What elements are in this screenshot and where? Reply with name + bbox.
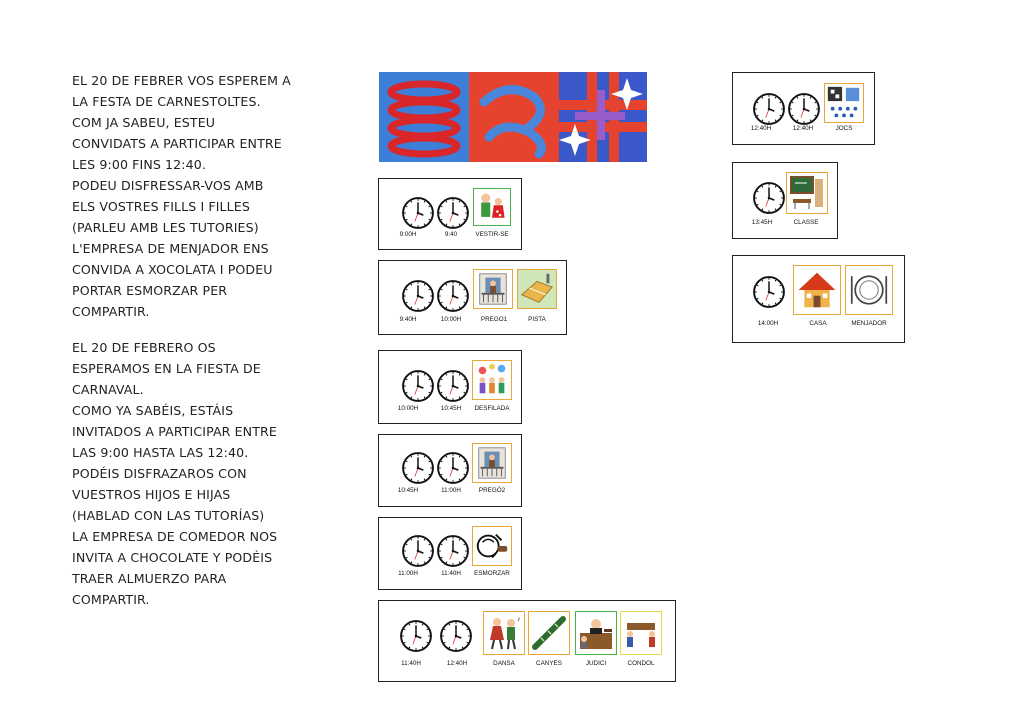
spanish-text-line: INVITADOS A PARTICIPAR ENTRE: [72, 424, 277, 439]
spanish-text-line: EL 20 DE FEBRERO OS: [72, 340, 216, 355]
time-label: 12:40H: [446, 660, 468, 667]
time-label: 11:00H: [398, 570, 418, 577]
spanish-text-line: ESPERAMOS EN LA FIESTA DE: [72, 361, 261, 376]
games-icon: [824, 83, 864, 123]
schedule-box-5: [378, 517, 522, 590]
clock-icon: [402, 197, 434, 229]
schedule-box-8: [732, 162, 838, 239]
spanish-text-line: COMO YA SABÉIS, ESTÁIS: [72, 403, 234, 418]
activity-label: CANYES: [536, 660, 562, 667]
time-label: 14:00H: [757, 320, 779, 327]
clock-icon: [402, 452, 434, 484]
schedule-box-6: [378, 600, 676, 682]
carnival-banner-image: [379, 72, 647, 162]
clock-icon: [437, 280, 469, 312]
time-label: 11:00H: [441, 487, 461, 494]
time-label: 9:40H: [399, 316, 417, 323]
schedule-box-1: [378, 178, 522, 250]
activity-label: JUDICI: [585, 660, 607, 667]
clock-icon: [437, 452, 469, 484]
spanish-text-line: (HABLAD CON LAS TUTORÍAS): [72, 508, 265, 523]
dance-icon: [483, 611, 525, 655]
time-label: 11:40H: [401, 660, 421, 667]
activity-label: DANSA: [493, 660, 515, 667]
activity-label: PISTA: [528, 316, 546, 323]
clock-icon: [440, 620, 472, 652]
activity-label: CASA: [809, 320, 827, 327]
house-icon: [793, 265, 841, 315]
cane-icon: [528, 611, 570, 655]
activity-label: DESFILADA: [474, 405, 510, 412]
catalan-text-line: ELS VOSTRES FILLS I FILLES: [72, 199, 250, 214]
catalan-text-line: PORTAR ESMORZAR PER: [72, 283, 228, 298]
catalan-text-line: CONVIDATS A PARTICIPAR ENTRE: [72, 136, 282, 151]
catalan-text-line: EL 20 DE FEBRER VOS ESPEREM A: [72, 73, 291, 88]
time-label: 10:45H: [397, 487, 419, 494]
clock-icon: [402, 280, 434, 312]
activity-label: JOCS: [835, 125, 853, 132]
catalan-text-line: COMPARTIR.: [72, 304, 150, 319]
spanish-text-line: INVITA A CHOCOLATE Y PODÉIS: [72, 550, 273, 565]
schedule-box-2: [378, 260, 567, 335]
trial-icon: [575, 611, 617, 655]
time-label: 11:40H: [441, 570, 461, 577]
catalan-text-line: (PARLEU AMB LES TUTORIES): [72, 220, 259, 235]
time-label: 10:00H: [397, 405, 419, 412]
clock-icon: [753, 93, 785, 125]
activity-label: ESMORZAR: [474, 570, 510, 577]
activity-label: PREGO1: [480, 316, 508, 323]
dressing-icon: [473, 188, 511, 226]
catalan-text-line: L'EMPRESA DE MENJADOR ENS: [72, 241, 269, 256]
time-label: 12:40H: [792, 125, 814, 132]
activity-label: MENJADOR: [851, 320, 887, 327]
clock-icon: [753, 276, 785, 308]
schedule-box-4: [378, 434, 522, 507]
clock-icon: [402, 370, 434, 402]
time-label: 9:00H: [399, 231, 417, 238]
activity-label: VESTIR-SE: [475, 231, 509, 238]
clock-icon: [402, 535, 434, 567]
schedule-box-9: [732, 255, 905, 343]
time-label: 12:40H: [750, 125, 772, 132]
clock-icon: [437, 535, 469, 567]
breakfast-icon: [472, 526, 512, 566]
spanish-text-line: TRAER ALMUERZO PARA: [72, 571, 227, 586]
spanish-text-line: LAS 9:00 HASTA LAS 12:40.: [72, 445, 249, 460]
coffin-carry-icon: [620, 611, 662, 655]
clock-icon: [788, 93, 820, 125]
schedule-box-3: [378, 350, 522, 424]
spanish-text-line: COMPARTIR.: [72, 592, 150, 607]
classroom-icon: [786, 172, 828, 214]
catalan-text-line: CONVIDA A XOCOLATA I PODEU: [72, 262, 273, 277]
catalan-text-line: PODEU DISFRESSAR-VOS AMB: [72, 178, 264, 193]
time-label: 9:40: [444, 231, 458, 238]
catalan-text-line: LES 9:00 FINS 12:40.: [72, 157, 206, 172]
parade-icon: [472, 360, 512, 400]
spanish-text-line: CARNAVAL.: [72, 382, 144, 397]
time-label: 10:45H: [440, 405, 462, 412]
catalan-text-line: COM JA SABEU, ESTEU: [72, 115, 216, 130]
spanish-text-line: VUESTROS HIJOS E HIJAS: [72, 487, 231, 502]
schedule-box-7: [732, 72, 875, 145]
spanish-text: [72, 337, 322, 610]
spanish-text-line: PODÉIS DISFRAZAROS CON: [72, 466, 247, 481]
svg-text:♪: ♪: [517, 616, 521, 623]
sports-court-icon: [517, 269, 557, 309]
time-label: 10:00H: [440, 316, 462, 323]
time-label: 13:45H: [751, 219, 773, 226]
plate-icon: [845, 265, 893, 315]
activity-label: CLASSE: [793, 219, 819, 226]
balcony-speech-icon: [473, 269, 513, 309]
clock-icon: [437, 370, 469, 402]
catalan-text-line: LA FESTA DE CARNESTOLTES.: [72, 94, 261, 109]
activity-label: PREGÓ2: [478, 487, 506, 494]
balcony-speech-icon: [472, 443, 512, 483]
activity-label: CONDOL: [627, 660, 655, 667]
clock-icon: [437, 197, 469, 229]
clock-icon: [753, 182, 785, 214]
catalan-text: [72, 70, 322, 322]
spanish-text-line: LA EMPRESA DE COMEDOR NOS: [72, 529, 278, 544]
clock-icon: [400, 620, 432, 652]
